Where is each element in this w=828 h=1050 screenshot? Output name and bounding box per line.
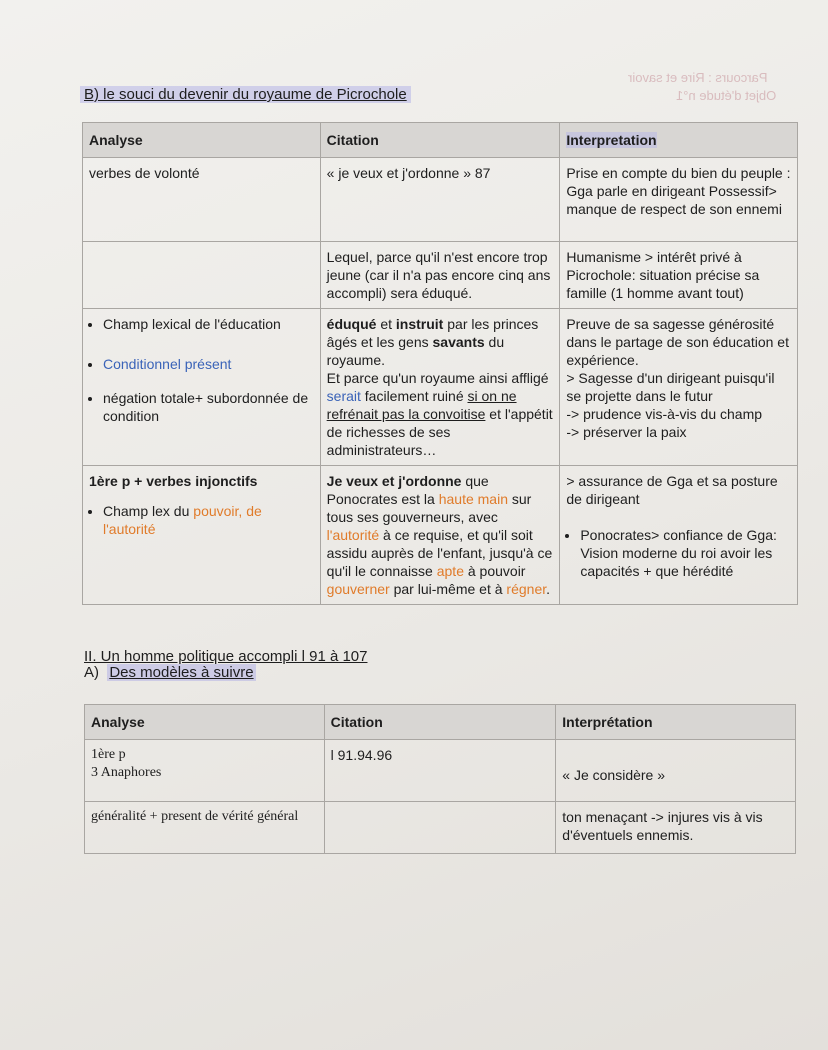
conditional-label: Conditionnel présent: [103, 356, 232, 372]
analyse-cell: [83, 309, 321, 466]
table-row: [85, 802, 796, 854]
interpretation-cell: [560, 466, 798, 605]
analysis-table-2: [84, 704, 796, 854]
list-item: • négation totale+ subordonnée de condition: [103, 389, 314, 425]
interpretation-cell: Prise en compte du bien du peuple : Gga parle en dirigeant Possessif> manque de respect de son ennemi: [560, 158, 798, 242]
citation-cell: [320, 309, 560, 466]
header-interpretation: [560, 123, 798, 158]
part-title: II. Un homme politique accompli l 91 à 107: [84, 648, 368, 665]
text: facilement ruiné: [360, 388, 468, 404]
interpretation-cell: [560, 309, 798, 466]
subsection-prefix: A): [84, 664, 99, 681]
citation-cell: l 91.94.96: [324, 740, 556, 802]
underlined-text: si on ne refrénait pas la convoitise: [326, 388, 517, 422]
text: du royaume.: [326, 334, 505, 368]
interpretation-cell: ton menaçant -> injures vis à vis d'éventuels ennemis.: [556, 802, 796, 854]
table-row: [83, 242, 798, 309]
text: à ce requise, et qu'il soit assidu auprès de l'enfant, jusqu'à ce qu'il le connaisse: [326, 527, 553, 579]
text: à pouvoir: [463, 563, 526, 579]
highlighted-text: l'autorité: [326, 527, 380, 543]
header-citation: Citation: [324, 705, 556, 740]
header-citation: Citation: [320, 123, 560, 158]
bleed-through-text: Objet d'étude n°1: [676, 88, 777, 103]
text: Champ lex du: [103, 503, 194, 519]
highlighted-text: haute main: [438, 491, 508, 507]
analysis-table-1: [82, 122, 798, 605]
list-item: [103, 355, 314, 373]
table-header-row: [85, 705, 796, 740]
header-analyse: Analyse: [85, 705, 325, 740]
keyword: Je veux et j'ordonne: [326, 473, 462, 489]
citation-cell: Lequel, parce qu'il n'est encore trop jeune (car il n'a pas encore cinq ans accompli) sera éduqué.: [320, 242, 560, 309]
interpretation-cell: Humanisme > intérêt privé à Picrochole: situation précise sa famille (1 homme avant tout): [560, 242, 798, 309]
text: que Ponocrates est la: [326, 473, 489, 507]
citation-cell: [320, 466, 560, 605]
highlighted-text: pouvoir, de l'autorité: [103, 503, 262, 537]
highlighted-text: régner: [506, 581, 547, 597]
bleed-through-text: Parcours : Rire et savoir: [628, 70, 768, 85]
text: Preuve de sa sagesse générosité dans le partage de son éducation et expérience.: [566, 316, 789, 368]
keyword: savants: [432, 334, 485, 350]
text: Et parce qu'un royaume ainsi affligé: [326, 370, 549, 386]
text: sur tous ses gouverneurs, avec: [326, 491, 532, 525]
analyse-cell: [83, 466, 321, 605]
highlighted-text: apte: [436, 563, 464, 579]
analyse-cell: 1ère p 3 Anaphores: [85, 740, 325, 802]
text: et l'appétit de richesses de ses administrateurs…: [326, 406, 553, 458]
text: et: [376, 316, 396, 332]
text: 1ère p + verbes injonctifs: [89, 473, 258, 489]
analyse-cell: généralité + present de vérité général: [85, 802, 325, 854]
table-row: [83, 466, 798, 605]
table-header-row: [83, 123, 798, 158]
keyword: éduqué: [326, 316, 377, 332]
header-interpretation: Interprétation: [556, 705, 796, 740]
citation-cell: « je veux et j'ordonne » 87: [320, 158, 560, 242]
text: par les princes âgés et les gens: [326, 316, 539, 350]
table-row: [83, 309, 798, 466]
text: .: [546, 581, 551, 597]
list-item: • Ponocrates> confiance de Gga: Vision moderne du roi avoir les capacités + que hérédité: [580, 526, 791, 580]
interpretation-cell: « Je considère »: [556, 740, 796, 802]
text: > assurance de Gga et sa posture de dirigeant: [566, 473, 778, 507]
subsection-text: Des modèles à suivre: [109, 664, 254, 681]
list-item: [103, 502, 314, 538]
analyse-cell: verbes de volonté: [83, 158, 321, 242]
highlighted-text: gouverner: [326, 581, 390, 597]
table-row: [85, 740, 796, 802]
header-analyse: Analyse: [83, 123, 321, 158]
list-item: • Champ lexical de l'éducation: [103, 315, 314, 333]
subsection-title: [84, 664, 256, 681]
analyse-cell: [83, 242, 321, 309]
conditional-verb: serait: [326, 388, 361, 404]
section-title: B) le souci du devenir du royaume de Picrochole: [80, 86, 411, 103]
text: -> prudence vis-à-vis du champ: [566, 406, 763, 422]
text: par lui-même et à: [389, 581, 507, 597]
citation-cell: [324, 802, 556, 854]
keyword: instruit: [395, 316, 444, 332]
text: > Sagesse d'un dirigeant puisqu'il se projette dans le futur: [566, 370, 775, 404]
table-row: [83, 158, 798, 242]
header-interpretation-text: Interpretation: [566, 132, 657, 148]
text: -> préserver la paix: [566, 424, 687, 440]
